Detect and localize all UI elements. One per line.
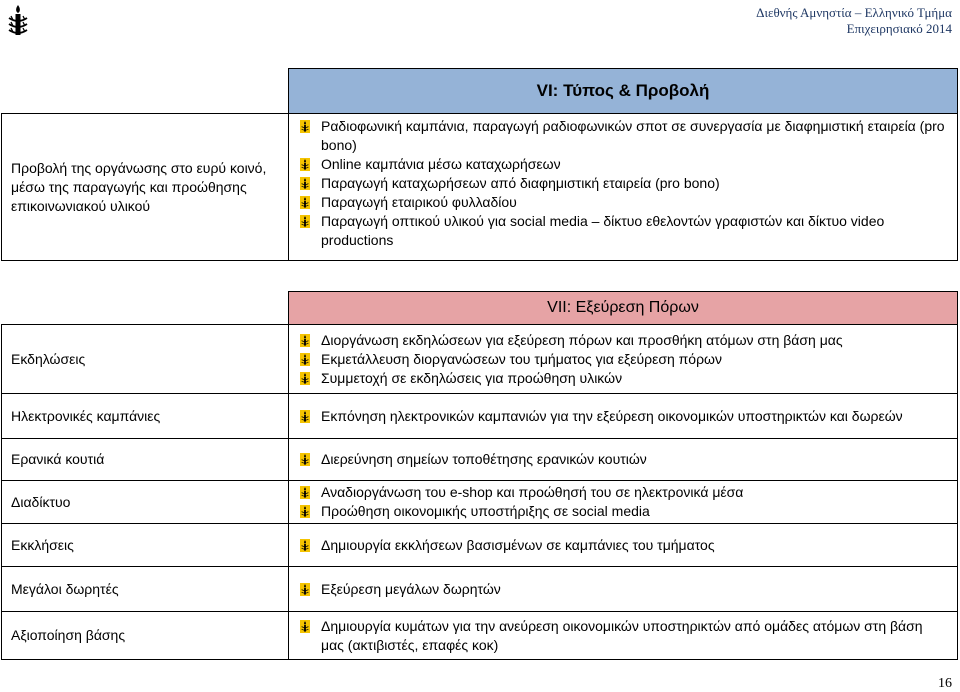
row-label: Ερανικά κουτιά <box>2 439 289 481</box>
list-item <box>289 350 949 369</box>
list-item-text: Δημιουργία εκκλήσεων βασισμένων σε καμπάνιες του τμήματος <box>321 536 715 553</box>
list-item <box>289 331 949 350</box>
list-item-text: Εξεύρεση μεγάλων δωρητών <box>321 580 501 597</box>
candle-icon <box>300 453 310 466</box>
list-item <box>289 617 949 655</box>
list-item <box>289 483 949 502</box>
list-item-text: Παραγωγή οπτικού υλικού για social media – δίκτυο εθελοντών γραφιστών και δίκτυο video productions <box>321 213 885 248</box>
section-vi-items <box>289 114 958 261</box>
list-item-text: Αναδιοργάνωση του e-shop και προώθησή του σε ηλεκτρονικά μέσα <box>321 484 744 500</box>
row-label: Διαδίκτυο <box>2 481 289 524</box>
item-list <box>289 617 949 655</box>
candle-icon <box>300 196 310 209</box>
section-vi-title: VI: Τύπος & Προβολή <box>289 69 958 114</box>
item-list <box>289 407 949 426</box>
list-item <box>289 174 949 193</box>
list-item <box>289 536 949 555</box>
row-label: Αξιοποίηση βάσης <box>2 612 289 660</box>
list-item-text: Εκμετάλλευση διοργανώσεων του τμήματος για εξεύρεση πόρων <box>321 350 722 367</box>
candle-icon <box>300 620 310 633</box>
list-item <box>289 155 949 174</box>
list-item <box>289 450 949 469</box>
candle-icon <box>300 215 310 228</box>
row-label: Εκκλήσεις <box>2 524 289 567</box>
section-vi-table <box>1 68 958 261</box>
candle-icon <box>300 353 310 366</box>
list-item <box>289 502 949 521</box>
header-plan: Επιχειρησιακό 2014 <box>846 21 952 36</box>
candle-icon <box>300 410 310 423</box>
list-item <box>289 212 949 250</box>
item-list <box>289 450 949 469</box>
section-vii-table <box>1 291 958 660</box>
list-item-text: Προώθηση οικονομικής υποστήριξης σε social media <box>321 503 650 519</box>
row-label: Εκδηλώσεις <box>2 325 289 394</box>
row-label: Ηλεκτρονικές καμπάνιες <box>2 394 289 439</box>
list-item <box>289 580 949 599</box>
candle-icon <box>300 505 310 518</box>
list-item-text: Παραγωγή εταιρικού φυλλαδίου <box>321 194 517 210</box>
item-list <box>289 580 949 599</box>
item-list <box>289 536 949 555</box>
list-item <box>289 407 949 426</box>
row-label: Μεγάλοι δωρητές <box>2 567 289 612</box>
candle-icon <box>300 158 310 171</box>
section-vii-title: VII: Εξεύρεση Πόρων <box>289 292 958 325</box>
item-list <box>289 331 949 388</box>
list-item-text: Ραδιοφωνική καμπάνια, παραγωγή ραδιοφωνικών σποτ σε συνεργασία με διαφημιστική εταιρεία (pro bono) <box>321 118 945 153</box>
candle-barbed-wire-icon <box>6 4 30 38</box>
item-list <box>289 117 949 250</box>
list-item-text: Δημιουργία κυμάτων για την ανεύρεση οικονομικών υποστηρικτών από ομάδες ατόμων στη βάση μας (ακτιβιστές, επαφές κοκ) <box>321 617 923 653</box>
list-item <box>289 193 949 212</box>
list-item-text: Συμμετοχή σε εκδηλώσεις για προώθηση υλικών <box>321 369 623 386</box>
item-list <box>289 483 949 521</box>
document-header <box>756 5 952 37</box>
page-number: 16 <box>938 676 952 691</box>
candle-icon <box>300 539 310 552</box>
list-item <box>289 369 949 388</box>
candle-icon <box>300 486 310 499</box>
candle-icon <box>300 372 310 385</box>
list-item-text: Διερεύνηση σημείων τοποθέτησης ερανικών κουτιών <box>321 451 647 467</box>
candle-icon <box>300 334 310 347</box>
list-item-text: Online καμπάνια μέσω καταχωρήσεων <box>321 156 561 172</box>
list-item-text: Διοργάνωση εκδηλώσεων για εξεύρεση πόρων και προσθήκη ατόμων στη βάση μας <box>321 331 843 348</box>
header-org: Διεθνής Αμνηστία – Ελληνικό Τμήμα <box>756 5 952 20</box>
candle-icon <box>300 583 310 596</box>
section-vi-left: Προβολή της οργάνωσης στο ευρύ κοινό, μέσω της παραγωγής και προώθησης επικοινωνιακού υλικού <box>2 114 289 261</box>
list-item-text: Εκπόνηση ηλεκτρονικών καμπανιών για την εξεύρεση οικονομικών υποστηρικτών και δωρεών <box>321 407 903 424</box>
list-item <box>289 117 949 155</box>
list-item-text: Παραγωγή καταχωρήσεων από διαφημιστική εταιρεία (pro bono) <box>321 175 720 191</box>
candle-icon <box>300 177 310 190</box>
candle-icon <box>300 120 310 133</box>
